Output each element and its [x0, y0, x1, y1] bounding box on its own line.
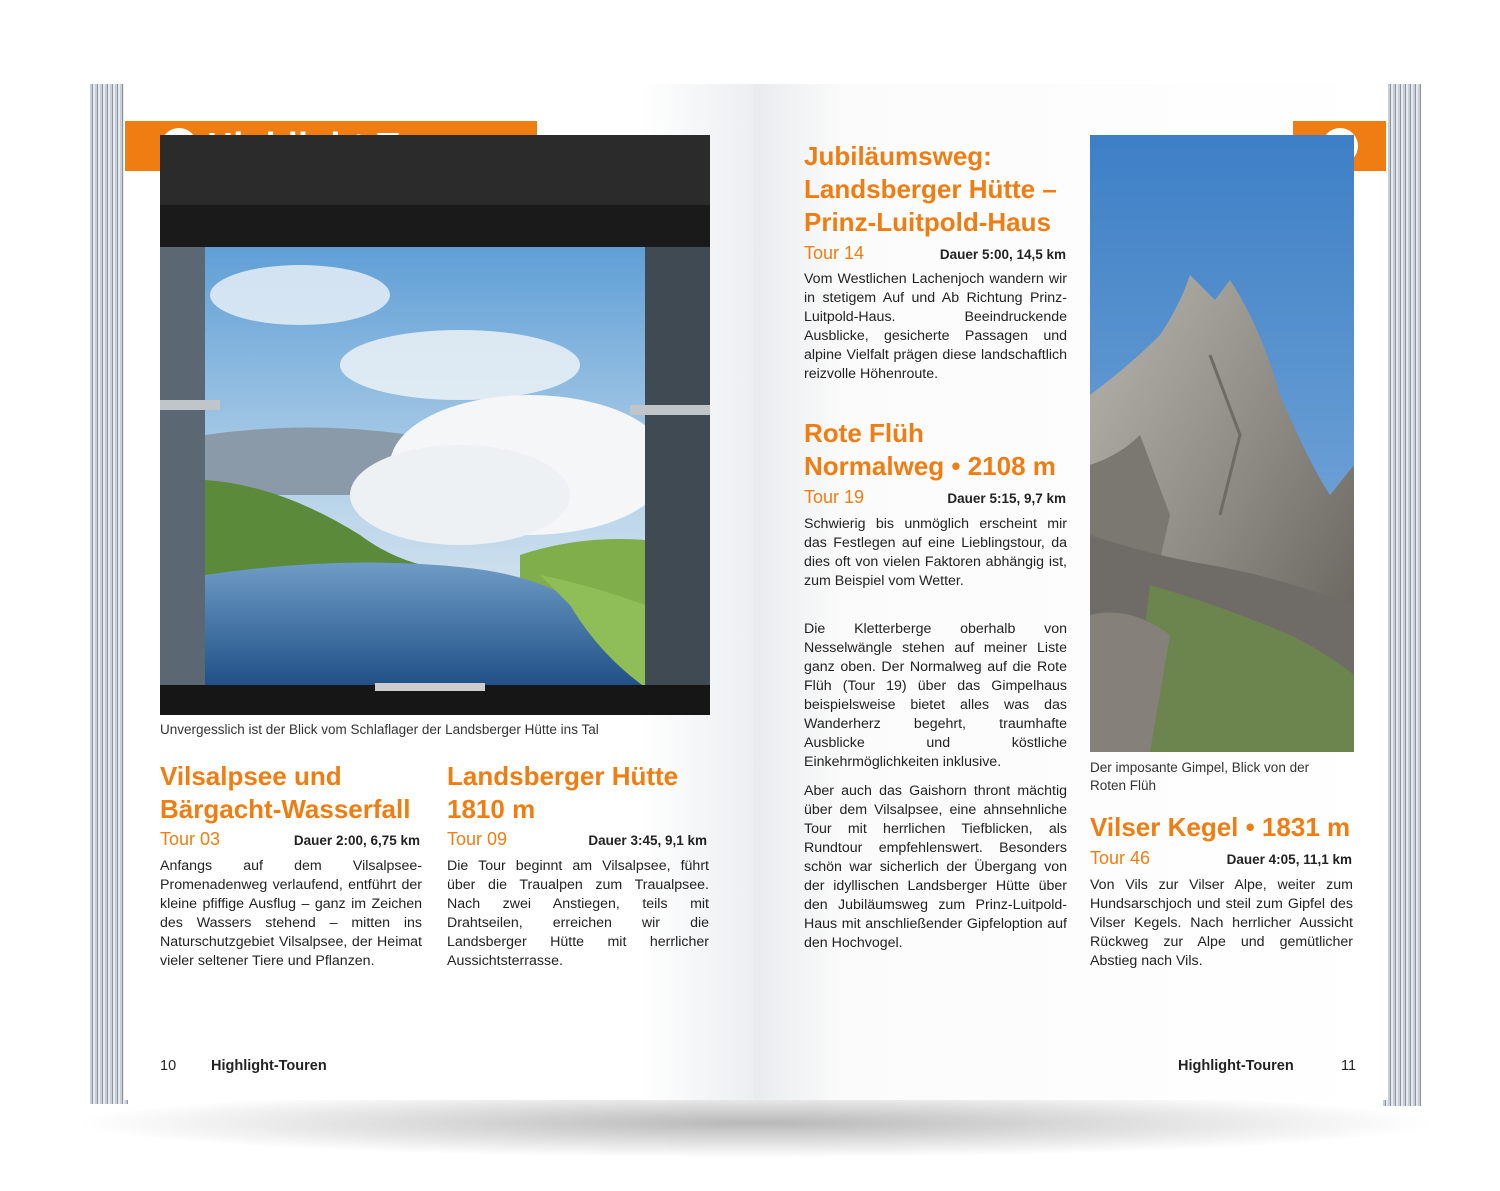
- tour-duration: Dauer 2:00, 6,75 km: [293, 833, 420, 848]
- tour-title-line: Landsberger Hütte –: [804, 174, 1057, 204]
- tour-number: Tour 03: [160, 829, 221, 849]
- tour-description: Vom Westlichen Lachenjoch wandern wir in stetigem Auf und Ab Richtung Prinz-Luitpold-Haus. Beeindruckende Ausblicke, gesicherte Passagen und alpine Vielfalt prägen diese landschaftlich reizvolle Höhenroute.: [804, 271, 1067, 382]
- tour-title: Landsberger Hütte 1810 m: [447, 761, 679, 824]
- book-edge-left: [90, 84, 128, 1104]
- photo-caption: Unvergesslich ist der Blick vom Schlaflager der Landsberger Hütte ins Tal: [160, 722, 599, 737]
- mountain-photo: [1090, 135, 1354, 752]
- footer-title-left: Highlight-Touren: [211, 1058, 327, 1074]
- tour-meta: [804, 243, 1066, 264]
- tour-title: [804, 417, 1074, 483]
- page-number-left: 10: [160, 1058, 177, 1074]
- caption-line: Roten Flüh: [1090, 778, 1157, 793]
- tour-description: Anfangs auf dem Vilsalpsee-Promenadenweg verlaufend, entführt der kleine pfiffige Ausflug – ganz im Zeichen des Wassers stehend – mitten ins Naturschutzgebiet Vilsalpsee, der Heimat vieler seltener Tiere und Pflanzen.: [160, 858, 422, 969]
- tour-title-line: Prinz-Luitpold-Haus: [804, 207, 1051, 237]
- tour-title-line: Rote Flüh: [804, 418, 924, 448]
- tour-paragraph: Die Kletterberge oberhalb von Nesselwängle stehen auf meiner Liste ganz oben. Der Normalweg auf die Rote Flüh (Tour 19) über das Gimpelhaus beispielsweise bietet alles was das Wanderherz begehrt, traumhafte Ausblicke und köstliche Einkehrmöglichkeiten inklusive.: [804, 621, 1067, 770]
- tour-duration: Dauer 4:05, 11,1 km: [1226, 852, 1352, 867]
- tour-number: Tour 46: [1090, 848, 1151, 868]
- caption-line: Der imposante Gimpel, Blick von der: [1090, 760, 1310, 775]
- tour-title-line: Jubiläumsweg:: [804, 141, 992, 171]
- tour-description: Die Tour beginnt am Vilsalpsee, führt über die Traualpen zum Traualpsee. Nach zwei Anstiegen, teils mit Drahtseilen, erreichen wir die Landsberger Hütte mit herrlicher Aussichtsterrasse.: [447, 858, 709, 969]
- tour-title: Vilsalpsee und Bärgacht-Wasserfall: [160, 761, 411, 824]
- tour-meta: [160, 829, 420, 850]
- tour-paragraph: Aber auch das Gaishorn thront mächtig über dem Vilsalpsee, eine ahnsehnliche Tour mit herrlichen Tiefblicken, als Rundtour empfehlenswert. Besonders schön war sicherlich der Übergang von der idyllischen Landsberger Hütte über den Jubiläumsweg zum Prinz-Luitpold-Haus mit anschließender Gipfeloption auf den Hochvogel.: [804, 783, 1067, 951]
- tour-duration: Dauer 5:00, 14,5 km: [939, 247, 1066, 262]
- tour-title: [804, 140, 1074, 239]
- tour-description: Von Vils zur Vilser Alpe, weiter zum Hundsarschjoch und steil zum Gipfel des Vilser Kegels. Nach herrlicher Aussicht Rückweg zur Alpe und gemütlicher Abstieg nach Vils.: [1090, 877, 1353, 969]
- footer-title-right: Highlight-Touren: [1178, 1058, 1294, 1074]
- tour-number: Tour 09: [447, 829, 508, 849]
- photo-caption: [1090, 759, 1354, 795]
- tour-paragraph: Schwierig bis unmöglich erscheint mir das Festlegen auf eine Lieblingstour, da dies oft von vielen Faktoren abhängig ist, zum Beispiel vom Wetter.: [804, 516, 1067, 589]
- window-lake-photo: [160, 135, 710, 715]
- tour-title: Vilser Kegel • 1831 m: [1090, 812, 1351, 842]
- tour-title-line: Normalweg • 2108 m: [804, 451, 1056, 481]
- tour-meta: [447, 829, 707, 850]
- tour-meta: [804, 487, 1066, 508]
- tour-number: Tour 14: [804, 243, 865, 263]
- book-edge-right: [1383, 84, 1421, 1106]
- page-number-right: 11: [1341, 1058, 1357, 1074]
- tour-duration: Dauer 5:15, 9,7 km: [947, 491, 1066, 506]
- tour-meta: [1090, 848, 1352, 869]
- tour-number: Tour 19: [804, 487, 865, 507]
- tour-duration: Dauer 3:45, 9,1 km: [588, 833, 707, 848]
